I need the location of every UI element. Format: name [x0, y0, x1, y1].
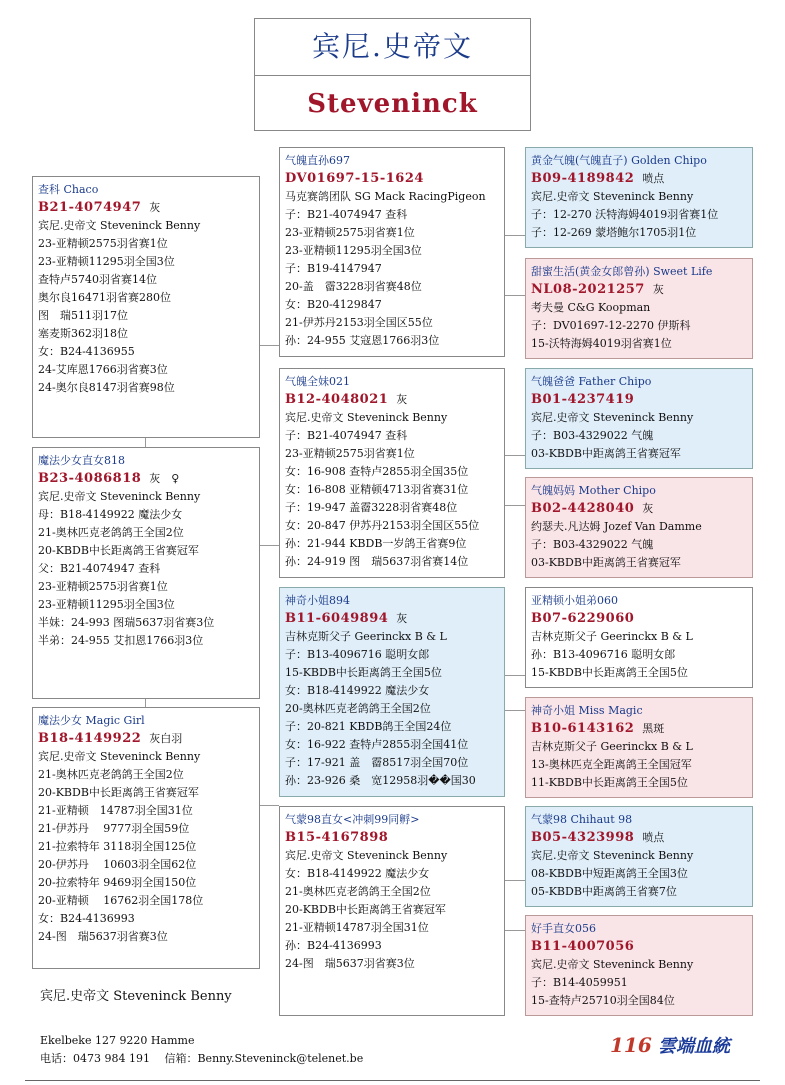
connector — [504, 880, 525, 881]
ring-number: NL08-2021257 灰 — [531, 282, 664, 297]
connector — [504, 505, 525, 506]
pedigree-line: 宾尼.史帝文 Steveninck Benny — [38, 490, 201, 503]
pigeon-color: 灰 — [642, 502, 654, 515]
pedigree-title — [254, 18, 531, 131]
pedigree-line: 20-KBDB中长距离鸽王省赛冠军 — [38, 544, 199, 557]
pedigree-line: 子：20-821 KBDB鸽王全国24位 — [285, 720, 452, 733]
pedigree-line: 15-KBDB中长距离鸽王全国5位 — [285, 666, 442, 679]
breeder-contact — [40, 1032, 363, 1068]
pigeon-name: 查科 Chaco — [38, 183, 99, 196]
pigeon-color: 黑斑 — [642, 722, 665, 735]
pedigree-line: 20-KBDB中长距离鸽王省赛冠军 — [285, 903, 446, 916]
pedigree-line: 子：17-921 盖 霤8517羽全国70位 — [285, 756, 469, 769]
pigeon-name: 魔法少女 Magic Girl — [38, 714, 145, 727]
pigeon-card-ssd — [525, 258, 753, 359]
ring-number: B02-4428040 灰 — [531, 501, 654, 516]
pigeon-details — [531, 518, 747, 572]
connector — [504, 930, 525, 931]
ring-number: B15-4167898 — [285, 830, 389, 845]
pedigree-line: 女：B18-4149922 魔法少女 — [285, 867, 430, 880]
pedigree-line: 21-伊苏丹 9777羽全国59位 — [38, 822, 190, 835]
pigeon-details — [531, 299, 747, 353]
pigeon-details — [285, 628, 499, 790]
pedigree-line: 子：B21-4074947 查科 — [285, 429, 408, 442]
logo-text: 雲端血統 — [658, 1036, 731, 1057]
pigeon-card-dam-dam — [279, 806, 505, 1016]
pedigree-line: 13-奥林匹克全距离鸽王全国冠军 — [531, 758, 692, 771]
connector — [504, 710, 525, 711]
breeder-phone-email: 电话：0473 984 191 信箱：Benny.Steveninck@telenet.be — [40, 1052, 364, 1065]
pedigree-line: 21-奥林匹克老鸽鸽王全国2位 — [38, 526, 184, 539]
pedigree-line: 吉林克斯父子 Geerinckx B & L — [531, 630, 693, 643]
pigeon-name: 气魄妈妈 Mother Chipo — [531, 484, 656, 497]
pedigree-line: 孙：24-919 图 瑞5637羽省赛14位 — [285, 555, 469, 568]
pigeon-card-dam-sire — [279, 587, 505, 797]
connector — [504, 295, 525, 296]
pedigree-line: 03-KBDB中距离鸽王省赛冠军 — [531, 556, 681, 569]
pedigree-line: 宾尼.史帝文 Steveninck Benny — [285, 849, 448, 862]
pedigree-line: 子：B19-4147947 — [285, 262, 382, 275]
pigeon-details — [531, 188, 747, 242]
pedigree-line: 宾尼.史帝文 Steveninck Benny — [38, 219, 201, 232]
pigeon-details — [38, 748, 254, 946]
pedigree-line: 03-KBDB中距离鸽王省赛冠军 — [531, 447, 681, 460]
pedigree-line: 15-查特卢25710羽全国84位 — [531, 994, 675, 1007]
pedigree-line: 宾尼.史帝文 Steveninck Benny — [531, 849, 694, 862]
pedigree-line: 24-图 瑞5637羽省赛3位 — [285, 957, 415, 970]
pedigree-line: 女：B24-4136993 — [38, 912, 135, 925]
pigeon-color: 灰 ♀ — [149, 472, 180, 485]
connector — [259, 345, 279, 346]
pedigree-line: 奥尔良16471羽省赛280位 — [38, 291, 171, 304]
pedigree-line: 15-沃特海姆4019羽省赛1位 — [531, 337, 672, 350]
pedigree-line: 图 瑞511羽17位 — [38, 309, 128, 322]
pedigree-line: 半妹：24-993 图瑞5637羽省赛3位 — [38, 616, 215, 629]
pedigree-line: 查特卢5740羽省赛14位 — [38, 273, 157, 286]
pigeon-name: 黄金气魄(气魄直子) Golden Chipo — [531, 154, 707, 167]
pigeon-name: 气魄直孙697 — [285, 154, 350, 167]
footer-divider — [25, 1080, 760, 1081]
pedigree-line: 23-亚精顿2575羽省赛1位 — [285, 447, 415, 460]
pedigree-line: 20-伊苏丹 10603羽全国62位 — [38, 858, 197, 871]
pedigree-line: 21-亚精顿14787羽全国31位 — [285, 921, 429, 934]
pedigree-line: 宾尼.史帝文 Steveninck Benny — [531, 190, 694, 203]
connector — [259, 545, 279, 546]
pigeon-color: 喷点 — [642, 172, 665, 185]
connector — [145, 437, 146, 447]
ring-number: B01-4237419 — [531, 392, 635, 407]
ring-number: B12-4048021 灰 — [285, 392, 408, 407]
pigeon-card-ddd — [525, 915, 753, 1016]
connector — [504, 675, 525, 676]
ring-number: B11-6049894 灰 — [285, 611, 408, 626]
pedigree-line: 21-拉索特年 3118羽全国125位 — [38, 840, 197, 853]
pigeon-name: 亚精顿小姐弟060 — [531, 594, 618, 607]
pigeon-card-sire-sire — [279, 147, 505, 357]
pigeon-color: 喷点 — [642, 831, 665, 844]
ring-number: B21-4074947 灰 — [38, 200, 161, 215]
ring-number: B23-4086818 灰 ♀ — [38, 471, 180, 486]
pigeon-details — [531, 738, 747, 792]
pedigree-line: 母：B18-4149922 魔法少女 — [38, 508, 183, 521]
breeder-name: 宾尼.史帝文 Steveninck Benny — [40, 989, 232, 1004]
pigeon-color: 灰白羽 — [149, 732, 183, 745]
connector — [504, 235, 525, 236]
connector — [504, 455, 525, 456]
pigeon-color: 灰 — [652, 283, 664, 296]
pedigree-line: 05-KBDB中距离鸽王省赛7位 — [531, 885, 677, 898]
pedigree-line: 11-KBDB中长距离鸽王全国5位 — [531, 776, 688, 789]
pedigree-line: 21-伊苏丹2153羽全国区55位 — [285, 316, 433, 329]
pedigree-line: 女：20-847 伊苏丹2153羽全国区55位 — [285, 519, 480, 532]
ring-number: B05-4323998 喷点 — [531, 830, 665, 845]
pedigree-line: 子：B03-4329022 气魄 — [531, 538, 654, 551]
pigeon-color: 灰 — [396, 612, 408, 625]
pigeon-details — [285, 409, 499, 571]
pedigree-line: 子：B13-4096716 聪明女郎 — [285, 648, 430, 661]
pedigree-line: 吉林克斯父子 Geerinckx B & L — [285, 630, 447, 643]
pedigree-line: 孙：21-944 KBDB一岁鸽王省赛9位 — [285, 537, 467, 550]
pigeon-name: 好手直女056 — [531, 922, 596, 935]
pedigree-line: 08-KBDB中短距离鸽王全国3位 — [531, 867, 688, 880]
ring-number: B10-6143162 黑斑 — [531, 721, 665, 736]
pigeon-details — [531, 628, 747, 682]
pedigree-line: 孙：24-955 艾寇恩1766羽3位 — [285, 334, 440, 347]
pedigree-line: 23-亚精顿2575羽省赛1位 — [285, 226, 415, 239]
pedigree-line: 15-KBDB中长距离鸽王全国5位 — [531, 666, 688, 679]
pigeon-color: 灰 — [396, 393, 408, 406]
ring-number: DV01697-15-1624 — [285, 171, 424, 186]
pedigree-line: 23-亚精顿2575羽省赛1位 — [38, 237, 168, 250]
pigeon-name: 气蒙98 Chihaut 98 — [531, 813, 633, 826]
pedigree-line: 21-奥林匹克老鸽鸽王全国2位 — [38, 768, 184, 781]
pedigree-line: 子：12-270 沃特海姆4019羽省赛1位 — [531, 208, 719, 221]
pedigree-line: 女：B24-4136955 — [38, 345, 135, 358]
pedigree-line: 宾尼.史帝文 Steveninck Benny — [285, 411, 448, 424]
pedigree-line: 宾尼.史帝文 Steveninck Benny — [531, 411, 694, 424]
pedigree-line: 24-图 瑞5637羽省赛3位 — [38, 930, 168, 943]
logo-number: 116 — [610, 1033, 652, 1057]
ring-number: B07-6229060 — [531, 611, 635, 626]
pedigree-line: 子：B14-4059951 — [531, 976, 628, 989]
pedigree-line: 21-亚精顿 14787羽全国31位 — [38, 804, 193, 817]
pedigree-line: 23-亚精顿11295羽全国3位 — [38, 255, 175, 268]
pigeon-name: 气魄全妹021 — [285, 375, 350, 388]
pigeon-details — [531, 409, 747, 463]
pigeon-card-dsd — [525, 697, 753, 798]
pigeon-card-sss — [525, 147, 753, 248]
pedigree-line: 子：19-947 盖霤3228羽省赛48位 — [285, 501, 458, 514]
pedigree-line: 23-亚精顿11295羽全国3位 — [38, 598, 175, 611]
pigeon-name: 魔法少女直女818 — [38, 454, 125, 467]
ring-number: B18-4149922 灰白羽 — [38, 731, 183, 746]
pedigree-line: 24-艾库恩1766羽省赛3位 — [38, 363, 168, 376]
cloud-pedigree-logo — [610, 1032, 730, 1058]
pedigree-line: 21-奥林匹克老鸽鸽王全国2位 — [285, 885, 431, 898]
pigeon-card-dds — [525, 806, 753, 907]
pedigree-line: 24-奥尔良8147羽省赛98位 — [38, 381, 175, 394]
pedigree-line: 20-拉索特年 9469羽全国150位 — [38, 876, 197, 889]
pedigree-line: 父：B21-4074947 查科 — [38, 562, 161, 575]
pedigree-line: 女：B20-4129847 — [285, 298, 382, 311]
pigeon-card-sds — [525, 368, 753, 469]
breeder-address: Ekelbeke 127 9220 Hamme — [40, 1034, 195, 1047]
pigeon-card-sire — [32, 447, 260, 699]
pedigree-line: 23-亚精顿11295羽全国3位 — [285, 244, 422, 257]
pedigree-line: 马克赛鸽团队 SG Mack RacingPigeon — [285, 190, 486, 203]
pedigree-line: 子：12-269 蒙塔鲍尔1705羽1位 — [531, 226, 697, 239]
pigeon-name: 气魄爸爸 Father Chipo — [531, 375, 652, 388]
pigeon-details — [285, 188, 499, 350]
pedigree-line: 20-亚精顿 16762羽全国178位 — [38, 894, 204, 907]
pedigree-line: 子：DV01697-12-2270 伊斯科 — [531, 319, 691, 332]
pedigree-line: 孙：23-926 桑 宽12958羽��国30 — [285, 774, 476, 787]
pigeon-details — [285, 847, 499, 973]
pigeon-details — [531, 956, 747, 1010]
pedigree-line: 女：16-922 查特卢2855羽全国41位 — [285, 738, 469, 751]
pigeon-card-dam — [32, 707, 260, 969]
pigeon-color: 灰 — [149, 201, 161, 214]
pigeon-card-sdd — [525, 477, 753, 578]
title-chinese-name: 宾尼.史帝文 — [255, 19, 530, 76]
pedigree-line: 女：16-908 查特卢2855羽全国35位 — [285, 465, 469, 478]
pedigree-line: 23-亚精顿2575羽省赛1位 — [38, 580, 168, 593]
pigeon-card-dss — [525, 587, 753, 688]
pedigree-line: 20-盖 霤3228羽省赛48位 — [285, 280, 422, 293]
pedigree-line: 考夫曼 C&G Koopman — [531, 301, 651, 314]
pedigree-line: 宾尼.史帝文 Steveninck Benny — [531, 958, 694, 971]
pigeon-details — [38, 217, 254, 397]
pedigree-line: 宾尼.史帝文 Steveninck Benny — [38, 750, 201, 763]
connector — [259, 805, 279, 806]
pedigree-line: 女：16-808 亚精顿4713羽省赛31位 — [285, 483, 469, 496]
pedigree-line: 20-奥林匹克老鸽鸽王全国2位 — [285, 702, 431, 715]
pedigree-line: 吉林克斯父子 Geerinckx B & L — [531, 740, 693, 753]
pedigree-line: 半弟：24-955 艾扣恩1766羽3位 — [38, 634, 204, 647]
pedigree-line: 女：B18-4149922 魔法少女 — [285, 684, 430, 697]
pedigree-line: 塞麦斯362羽18位 — [38, 327, 128, 340]
ring-number: B09-4189842 喷点 — [531, 171, 665, 186]
ring-number: B11-4007056 — [531, 939, 635, 954]
pigeon-details — [531, 847, 747, 901]
pigeon-name: 神奇小姐894 — [285, 594, 350, 607]
pigeon-name: 甜蜜生活(黄金女郎曾孙) Sweet Life — [531, 265, 713, 278]
pedigree-line: 子：B21-4074947 查科 — [285, 208, 408, 221]
pedigree-line: 孙：B13-4096716 聪明女郎 — [531, 648, 676, 661]
pigeon-name: 气蒙98直女<冲刺99同孵> — [285, 813, 420, 826]
pedigree-line: 子：B03-4329022 气魄 — [531, 429, 654, 442]
pigeon-name: 神奇小姐 Miss Magic — [531, 704, 643, 717]
pedigree-line: 约瑟夫.凡达姆 Jozef Van Damme — [531, 520, 702, 533]
pedigree-line: 孙：B24-4136993 — [285, 939, 382, 952]
pigeon-card-subject — [32, 176, 260, 438]
pigeon-card-sire-dam — [279, 368, 505, 578]
pigeon-details — [38, 488, 254, 650]
title-english-name: Steveninck — [307, 89, 478, 119]
pedigree-line: 20-KBDB中长距离鸽王省赛冠军 — [38, 786, 199, 799]
